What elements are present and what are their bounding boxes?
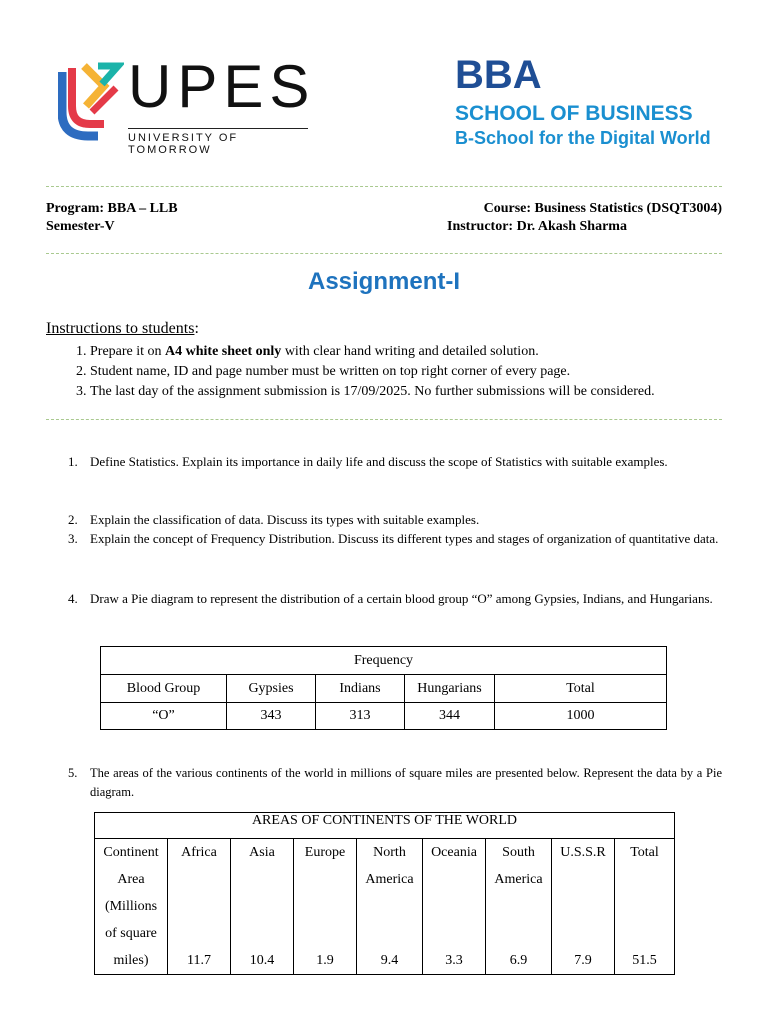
continent-name: South [502, 845, 535, 860]
table-header: Hungarians [405, 675, 495, 703]
continent-ussr [552, 839, 615, 975]
program-label: Program: BBA – LLB [46, 201, 178, 216]
continent-name: North [373, 845, 406, 860]
divider-1 [46, 186, 722, 187]
question-4 [46, 586, 722, 612]
continent-total [615, 839, 675, 975]
instruction-item [90, 382, 740, 402]
continent-africa [168, 839, 231, 975]
row-header-line: miles) [113, 953, 149, 968]
question-text: Explain the classification of data. Discuss its types with suitable examples. [90, 512, 480, 527]
continent-area: 7.9 [574, 953, 592, 968]
table-cell: “O” [101, 703, 227, 730]
continent-south-america [486, 839, 552, 975]
continent-europe [294, 839, 357, 975]
continent-area: 51.5 [632, 953, 657, 968]
table-header: Blood Group [101, 675, 227, 703]
upes-divider [128, 128, 308, 129]
table-header: Indians [316, 675, 405, 703]
table-caption: AREAS OF CONTINENTS OF THE WORLD [95, 813, 675, 839]
instructions-heading-colon: : [194, 320, 199, 337]
continent-name: America [494, 872, 543, 887]
blood-group-table [100, 646, 667, 730]
continent-name: Oceania [431, 845, 477, 860]
course-label: Course: Business Statistics (DSQT3004) [483, 201, 722, 216]
semester-label: Semester-V [46, 219, 115, 234]
row-header-line: of square [105, 926, 157, 941]
bba-title: BBA [455, 53, 542, 97]
continent-north-america [357, 839, 423, 975]
divider-2 [46, 253, 722, 254]
continent-area: 3.3 [445, 953, 463, 968]
instruction-bold: A4 white sheet only [165, 344, 282, 359]
table-header: Gypsies [227, 675, 316, 703]
instruction-text: Prepare it on [90, 344, 166, 359]
continent-area: 10.4 [249, 953, 275, 968]
question-5 [46, 764, 722, 802]
upes-logo [58, 53, 318, 156]
instructions-list [46, 342, 740, 402]
question-3 [46, 529, 722, 548]
question-number: 2. [68, 512, 78, 527]
question-number: 1. [68, 454, 78, 469]
instructions-heading [46, 320, 199, 338]
instructor-label: Instructor: Dr. Akash Sharma [447, 219, 627, 234]
instruction-text: The last day of the assignment submission is 17/09/2025. No further submissions will be considered. [90, 384, 655, 399]
continents-table [94, 812, 675, 975]
continent-area: 1.9 [316, 953, 334, 968]
continent-name: Africa [181, 845, 217, 860]
table-cell: 343 [227, 703, 316, 730]
continent-name: U.S.S.R [560, 845, 606, 860]
upes-wordmark: UPES [128, 53, 316, 120]
row-header-line: Continent [103, 845, 159, 860]
table-header: Total [495, 675, 667, 703]
row-header-line: (Millions [104, 899, 158, 914]
divider-3 [46, 419, 722, 420]
continent-name: America [365, 872, 414, 887]
table-cell: 1000 [495, 703, 667, 730]
instructions-heading-text: Instructions to students [46, 320, 195, 337]
table-cell: 313 [316, 703, 405, 730]
page-title: Assignment-I [307, 268, 460, 295]
table-row-header [95, 839, 168, 975]
instruction-text: with clear hand writing and detailed solution. [281, 344, 539, 359]
bba-tagline: B-School for the Digital World [455, 128, 711, 148]
continent-area: 11.7 [187, 953, 211, 968]
upes-emblem-icon [58, 62, 124, 142]
instruction-item [90, 342, 740, 362]
bba-school: SCHOOL OF BUSINESS [455, 102, 693, 125]
continent-name: Total [630, 845, 659, 860]
continent-area: 6.9 [509, 953, 528, 968]
continent-area: 9.4 [380, 953, 399, 968]
upes-tagline: UNIVERSITY OF TOMORROW [128, 132, 239, 156]
question-number: 4. [68, 591, 78, 606]
question-number: 3. [68, 531, 78, 546]
question-text: Define Statistics. Explain its importance in daily life and discuss the scope of Statistics with suitable examples. [90, 454, 668, 469]
question-text: Explain the concept of Frequency Distribution. Discuss its different types and stages of organization of quantitative data. [90, 531, 719, 546]
question-2 [46, 510, 722, 529]
instruction-item [90, 362, 740, 382]
table-cell: 344 [405, 703, 495, 730]
continent-oceania [423, 839, 486, 975]
instruction-text: Student name, ID and page number must be written on top right corner of every page. [90, 364, 571, 379]
continent-name: Asia [249, 845, 275, 860]
continent-name: Europe [304, 845, 346, 860]
question-text: The areas of the various continents of the world in millions of square miles are presented below. Represent the data by a Pie diagram. [90, 766, 722, 799]
continent-asia [231, 839, 294, 975]
question-1 [46, 452, 722, 471]
question-text: Draw a Pie diagram to represent the distribution of a certain blood group “O” among Gypsies, Indians, and Hungarians. [90, 591, 713, 606]
row-header-line: Area [117, 872, 145, 887]
bba-logo [455, 53, 735, 158]
question-number: 5. [68, 766, 78, 780]
table-caption: Frequency [101, 647, 667, 675]
